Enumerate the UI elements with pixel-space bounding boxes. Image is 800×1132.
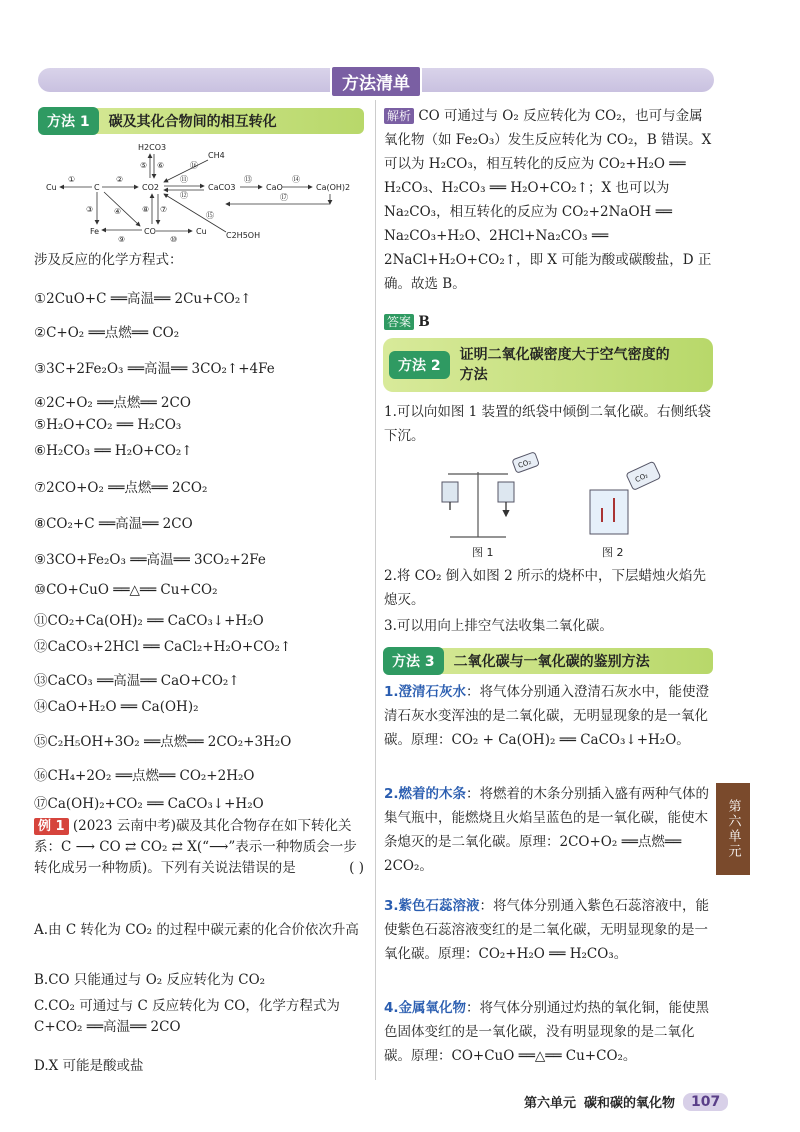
page-number: 107 (683, 1093, 728, 1111)
method1-header (38, 108, 364, 134)
equation: ⑰Ca(OH)₂+CO₂ ══ CaCO₃↓+H₂O (34, 796, 264, 812)
node-h2co3: H2CO3 (138, 143, 167, 152)
edge-label-15: ⑮ (206, 211, 214, 220)
method2-tag: 方法 2 (389, 351, 450, 379)
footer-unit: 第六单元 (524, 1096, 577, 1111)
equation: ⑬CaCO₃ ══高温══ CaO+CO₂↑ (34, 673, 240, 689)
edge-label-4: ④ (114, 207, 122, 216)
method3-item-1 (384, 680, 712, 752)
equations-intro: 涉及反应的化学方程式： (34, 252, 183, 268)
equation: ⑫CaCO₃+2HCl ══ CaCl₂+H₂O+CO₂↑ (34, 639, 292, 655)
node-caoh2: Ca(OH)2 (316, 183, 351, 192)
equation: ⑥H₂CO₃ ══ H₂O+CO₂↑ (34, 443, 193, 459)
method3-item-3 (384, 894, 712, 966)
answer-line (384, 312, 430, 333)
node-cao: CaO (266, 183, 283, 192)
conversion-diagram (40, 138, 370, 246)
equation: ⑯CH₄+2O₂ ══点燃══ CO₂+2H₂O (34, 768, 255, 784)
item-text: ：将燃着的木条分别插入盛有两种气体的集气瓶中，能燃烧且火焰呈蓝色的是一氧化碳，能使木条熄灭的是二氧化碳。原理：2CO+O₂ ══点燃══ 2CO₂。 (384, 786, 710, 874)
bottle-label-fig2: CO₂ (633, 471, 650, 485)
co2-experiment-figures (430, 452, 710, 562)
unit-side-tab: 第六单元 (716, 783, 750, 875)
item-number: 2. (384, 786, 399, 802)
example1-question: (2023 云南中考)碳及其化合物存在如下转化关系：C ⟶ CO ⇄ CO₂ ⇄ X(“⟶”表示一种物质会一步转化成另一种物质)。下列有关说法错误的是 (34, 818, 357, 876)
node-cu-left: Cu (46, 183, 57, 192)
answer-value: B (418, 314, 430, 330)
page-footer (524, 1092, 728, 1111)
method2-title: 证明二氧化碳密度大于空气密度的方法 (459, 347, 670, 383)
edge-label-1: ① (68, 175, 76, 184)
item-text: ：将气体分别通过灼热的氧化铜，能使黑色固体变红的是一氧化碳，没有明显现象的是二氧化碳。原理：CO+CuO ══△══ Cu+CO₂。 (384, 1000, 710, 1064)
edge-label-8: ⑧ (142, 205, 150, 214)
method2-item-2: 2.将 CO₂ 倒入如图 2 所示的烧杯中，下层蜡烛火焰先熄灭。 (384, 568, 706, 608)
edge-label-13: ⑬ (244, 175, 252, 184)
edge-label-6: ⑥ (157, 161, 165, 170)
example1-option-a: A.由 C 转化为 CO₂ 的过程中碳元素的化合价依次升高 (34, 922, 359, 938)
method1-tag: 方法 1 (38, 107, 99, 135)
method1-title: 碳及其化合物间的相互转化 (108, 114, 277, 130)
section-banner (38, 68, 714, 92)
item-keyword: 澄清石灰水 (398, 684, 467, 700)
item-keyword: 紫色石蕊溶液 (398, 898, 480, 914)
method3-tag: 方法 3 (383, 647, 444, 675)
analysis-tag: 解析 (384, 108, 414, 124)
equation: ⑦2CO+O₂ ══点燃══ 2CO₂ (34, 480, 208, 496)
item-text: ：将气体分别通入紫色石蕊溶液中，能使紫色石蕊溶液变红的是二氧化碳，无明显现象的是一氧化碳。原理：CO₂+H₂O ══ H₂CO₃。 (384, 898, 710, 962)
node-ch4: CH4 (208, 151, 225, 160)
method2-header (383, 338, 713, 392)
equation: ②C+O₂ ══点燃══ CO₂ (34, 325, 180, 341)
edge-label-16: ⑯ (190, 161, 198, 170)
node-co: CO (144, 227, 156, 236)
fig1-caption: 图 1 (472, 546, 494, 559)
answer-tag: 答案 (384, 314, 414, 330)
node-cu-right: Cu (196, 227, 207, 236)
method3-item-4 (384, 996, 712, 1068)
method3-item-2 (384, 782, 712, 878)
edge-label-14: ⑭ (292, 175, 300, 184)
example1-option-b: B.CO 只能通过与 O₂ 反应转化为 CO₂ (34, 972, 266, 988)
example1-stem (34, 816, 364, 879)
item-number: 4. (384, 1000, 399, 1016)
edge-label-7: ⑦ (160, 205, 168, 214)
equation: ④2C+O₂ ══点燃══ 2CO (34, 395, 191, 411)
banner-title: 方法清单 (330, 65, 422, 98)
edge-label-12: ⑫ (180, 191, 188, 200)
method3-header (383, 648, 713, 674)
method2-item-1: 1.可以向如图 1 装置的纸袋中倾倒二氧化碳。右侧纸袋下沉。 (384, 404, 712, 444)
bottle-label-fig1: CO₂ (517, 457, 533, 470)
example1-tag: 例 1 (34, 818, 69, 835)
node-c: C (94, 183, 100, 192)
method3-title: 二氧化碳与一氧化碳的鉴别方法 (453, 654, 650, 670)
edge-label-2: ② (116, 175, 124, 184)
node-fe: Fe (90, 227, 100, 236)
edge-label-17: ⑰ (280, 193, 288, 202)
item-number: 1. (384, 684, 399, 700)
item-keyword: 燃着的木条 (398, 786, 467, 802)
equation: ⑧CO₂+C ══高温══ 2CO (34, 516, 193, 532)
equation: ⑭CaO+H₂O ══ Ca(OH)₂ (34, 699, 199, 715)
node-c2h5oh: C2H5OH (226, 231, 261, 240)
example1-bracket: ( ) (349, 860, 364, 876)
edge-label-10: ⑩ (170, 235, 178, 244)
edge-label-11: ⑪ (180, 175, 188, 184)
equation: ⑪CO₂+Ca(OH)₂ ══ CaCO₃↓+H₂O (34, 613, 264, 629)
example1-option-c: C.CO₂ 可通过与 C 反应转化为 CO，化学方程式为 C+CO₂ ══高温══ 2CO (34, 998, 340, 1035)
edge-label-3: ③ (86, 205, 94, 214)
edge-label-5: ⑤ (140, 161, 148, 170)
node-caco3: CaCO3 (208, 183, 236, 192)
equation: ③3C+2Fe₂O₃ ══高温══ 3CO₂↑+4Fe (34, 361, 275, 377)
analysis-block (384, 104, 714, 296)
analysis-text: CO 可通过与 O₂ 反应转化为 CO₂，也可与金属氧化物（如 Fe₂O₃）发生反应转化为 CO₂，B 错误。X 可以为 H₂CO₃，相互转化的反应为 CO₂+H₂O ══ H₂CO₃、H₂CO₃ ══ H₂O+CO₂↑；X 也可以为 Na₂CO₃，相互转化的反应为 CO₂+2NaOH ══ Na₂CO₃+H₂O、2HCl+Na₂CO₃ ══ 2NaCl+H₂O+CO₂↑，即 X 可能为酸或碳酸盐，D 正确。故选 B。 (384, 108, 712, 292)
node-co2: CO2 (142, 183, 159, 192)
item-keyword: 金属氧化物 (398, 1000, 467, 1016)
example1-option-d: D.X 可能是酸或盐 (34, 1058, 144, 1074)
column-divider (375, 100, 376, 1080)
fig2-caption: 图 2 (602, 546, 624, 559)
equation: ⑤H₂O+CO₂ ══ H₂CO₃ (34, 417, 182, 433)
equation: ⑩CO+CuO ══△══ Cu+CO₂ (34, 582, 218, 598)
item-text: ：将气体分别通入澄清石灰水中，能使澄清石灰水变浑浊的是二氧化碳，无明显现象的是一氧化碳。原理：CO₂ + Ca(OH)₂ ══ CaCO₃↓+H₂O。 (384, 684, 710, 748)
footer-chapter: 碳和碳的氧化物 (584, 1096, 676, 1111)
equation: ⑮C₂H₅OH+3O₂ ══点燃══ 2CO₂+3H₂O (34, 734, 292, 750)
item-number: 3. (384, 898, 399, 914)
equation: ①2CuO+C ══高温══ 2Cu+CO₂↑ (34, 291, 252, 307)
method2-item-3: 3.可以用向上排空气法收集二氧化碳。 (384, 618, 613, 634)
edge-label-9: ⑨ (118, 235, 126, 244)
equation: ⑨3CO+Fe₂O₃ ══高温══ 3CO₂+2Fe (34, 552, 266, 568)
